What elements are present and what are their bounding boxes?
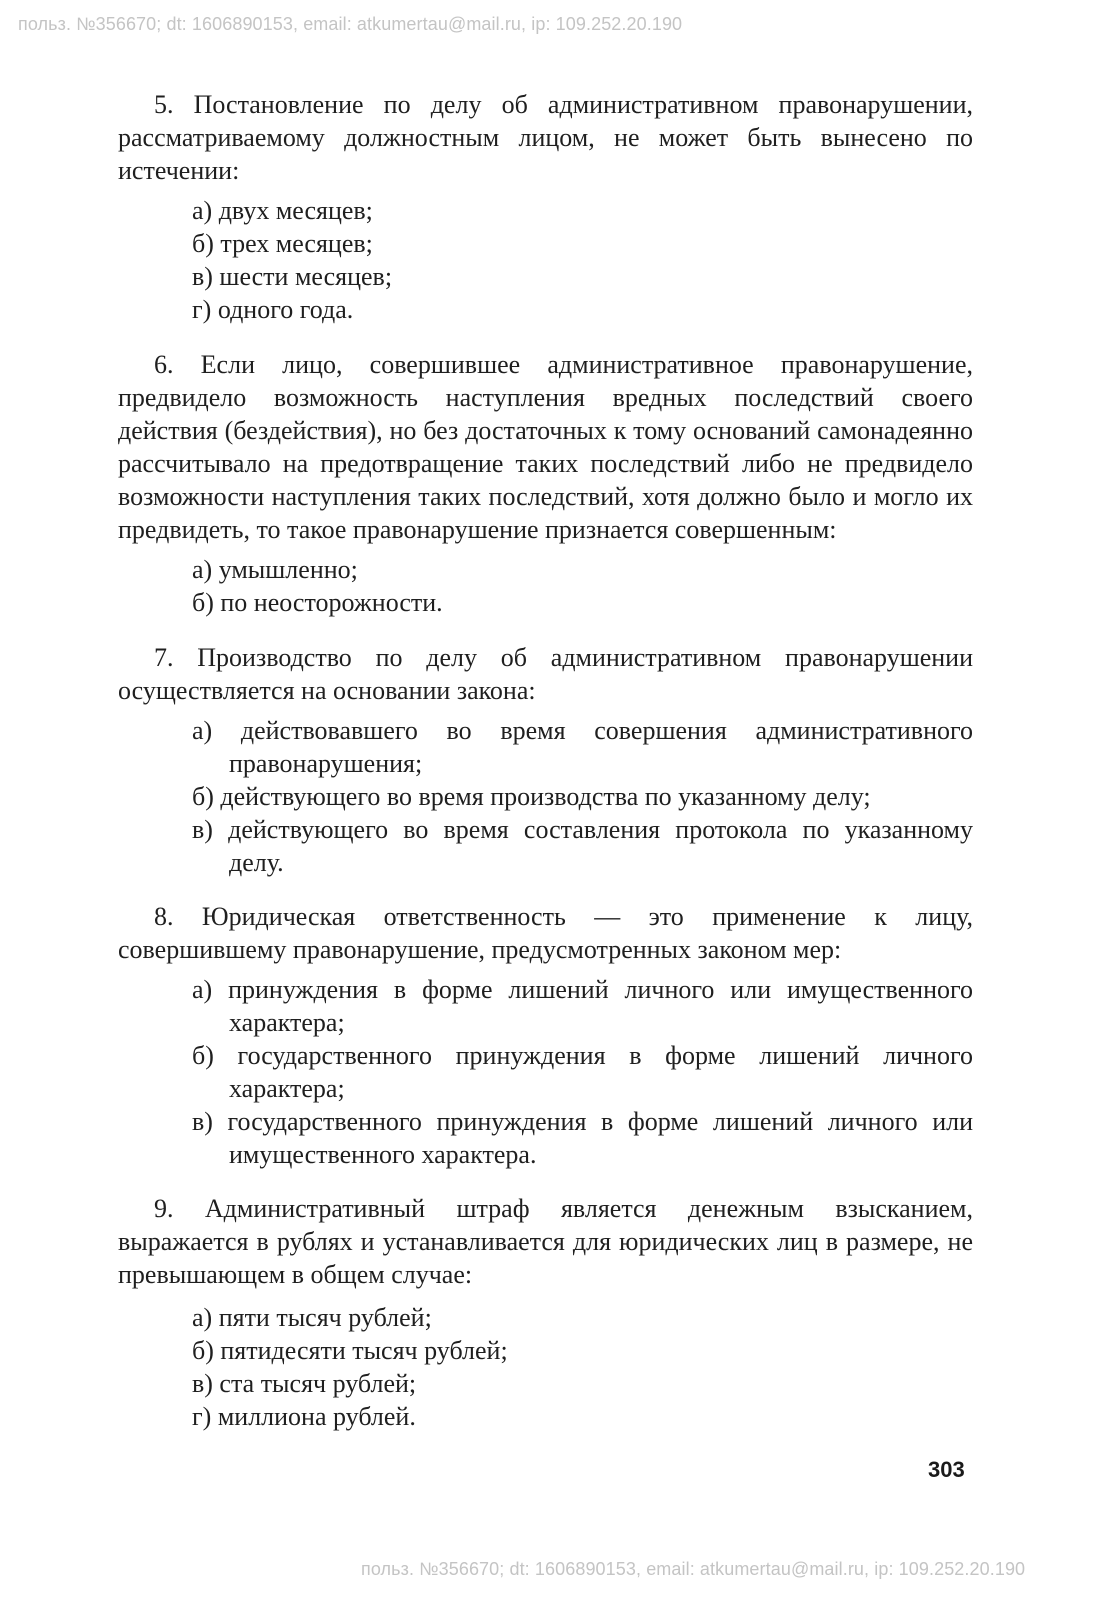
answer-options <box>118 194 973 326</box>
answer-option: в) ста тысяч рублей; <box>192 1369 417 1398</box>
question-5 <box>118 88 973 326</box>
watermark-bottom: польз. №356670; dt: 1606890153, email: atkumertau@mail.ru, ip: 109.252.20.190 <box>361 1559 1026 1579</box>
answer-option: а) пяти тысяч рублей; <box>192 1303 432 1332</box>
answer-options <box>118 1301 973 1433</box>
question-text: 6. Если лицо, совершившее административное правонарушение, предвидело возможность наступления вредных последствий своего действия (бездействия), но без достаточных к тому оснований самонадеянно рассчитывало на предотвращение таких последствий либо не предвидело возможности наступления таких последствий, хотя должно было и могло их предвидеть, то такое правонарушение признается совершенным: <box>118 350 973 544</box>
answer-option: б) действующего во время производства по указанному делу; <box>192 782 871 811</box>
question-text: 7. Производство по делу об административном правонарушении осуществляется на основании закона: <box>118 643 973 705</box>
answer-options <box>118 553 973 619</box>
page-number: 303 <box>928 1457 965 1482</box>
question-9 <box>118 1192 973 1433</box>
question-8 <box>118 900 973 1171</box>
answer-option: б) трех месяцев; <box>192 229 373 258</box>
answer-option: а) действовавшего во время совершения административного правонарушения; <box>192 716 973 778</box>
question-text: 8. Юридическая ответственность — это применение к лицу, совершившему правонарушение, предусмотренных законом мер: <box>118 902 973 964</box>
question-6 <box>118 348 973 619</box>
question-text: 9. Административный штраф является денежным взысканием, выражается в рублях и устанавливается для юридических лиц в размере, не превышающем в общем случае: <box>118 1194 973 1289</box>
answer-option: а) принуждения в форме лишений личного или имущественного характера; <box>192 975 973 1037</box>
answer-option: г) одного года. <box>192 295 354 324</box>
answer-option: а) двух месяцев; <box>192 196 373 225</box>
answer-option: а) умышленно; <box>192 555 358 584</box>
answer-options <box>118 714 973 879</box>
answer-options <box>118 973 973 1171</box>
answer-option: в) действующего во время составления протокола по указанному делу. <box>192 815 973 877</box>
answer-option: г) миллиона рублей. <box>192 1402 416 1431</box>
answer-option: б) по неосторожности. <box>192 588 443 617</box>
watermark-top: польз. №356670; dt: 1606890153, email: atkumertau@mail.ru, ip: 109.252.20.190 <box>18 14 683 34</box>
answer-option: б) пятидесяти тысяч рублей; <box>192 1336 508 1365</box>
question-text: 5. Постановление по делу об административном правонарушении, рассматриваемому должностным лицом, не может быть вынесено по истечении: <box>118 90 973 185</box>
answer-option: б) государственного принуждения в форме лишений личного характера; <box>192 1041 973 1103</box>
answer-option: в) шести месяцев; <box>192 262 393 291</box>
answer-option: в) государственного принуждения в форме лишений личного или имущественного характера. <box>192 1107 973 1169</box>
question-7 <box>118 641 973 879</box>
page-content <box>118 88 973 1433</box>
